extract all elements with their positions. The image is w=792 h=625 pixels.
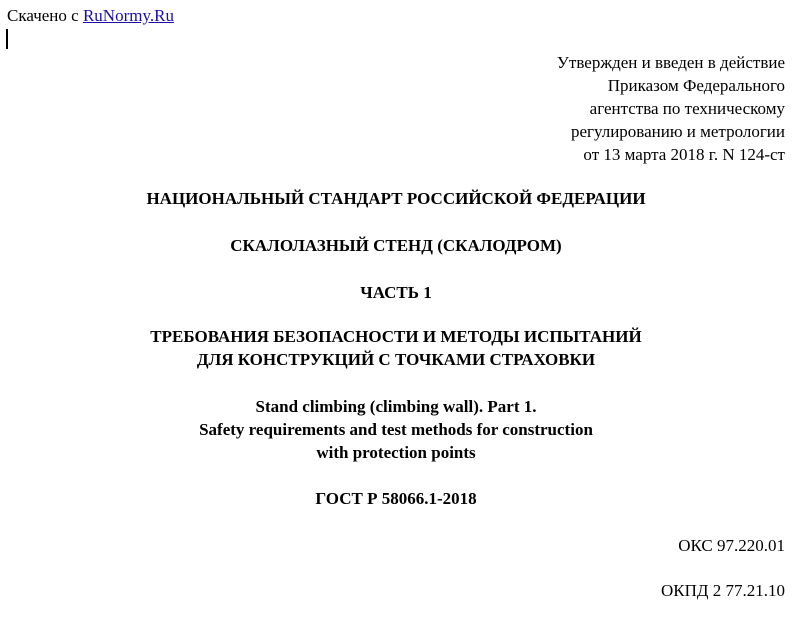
okpd-code: ОКПД 2 77.21.10 (661, 581, 785, 600)
oks-code: ОКС 97.220.01 (678, 536, 785, 555)
standard-name-heading (0, 234, 792, 257)
standard-name: СКАЛОЛАЗНЫЙ СТЕНД (СКАЛОДРОМ) (230, 236, 562, 255)
standard-type-heading (0, 187, 792, 210)
approval-line: Приказом Федерального (607, 76, 785, 95)
approval-block (425, 51, 785, 166)
part-heading (0, 281, 792, 304)
subtitle-heading (0, 325, 792, 371)
source-prefix: Скачено с (7, 6, 83, 25)
source-line (7, 6, 174, 26)
standard-designation: ГОСТ Р 58066.1-2018 (315, 489, 477, 508)
english-title-line: Stand climbing (climbing wall). Part 1. (255, 397, 537, 416)
approval-line: Утвержден и введен в действие (556, 53, 785, 72)
standard-type: НАЦИОНАЛЬНЫЙ СТАНДАРТ РОССИЙСКОЙ ФЕДЕРАЦИИ (146, 189, 646, 208)
part-label: ЧАСТЬ 1 (360, 283, 432, 302)
english-title (0, 395, 792, 464)
approval-line: регулированию и метрологии (570, 122, 785, 141)
subtitle-line: ДЛЯ КОНСТРУКЦИЙ С ТОЧКАМИ СТРАХОВКИ (196, 350, 596, 369)
designation-heading (0, 487, 792, 510)
subtitle-line: ТРЕБОВАНИЯ БЕЗОПАСНОСТИ И МЕТОДЫ ИСПЫТАНИЙ (150, 327, 642, 346)
approval-line: от 13 марта 2018 г. N 124-ст (583, 145, 785, 164)
english-title-line: with protection points (316, 443, 476, 462)
text-cursor (6, 29, 8, 49)
approval-line: агентства по техническому (589, 99, 785, 118)
source-link[interactable]: RuNormy.Ru (82, 6, 174, 25)
english-title-line: Safety requirements and test methods for construction (199, 420, 593, 439)
